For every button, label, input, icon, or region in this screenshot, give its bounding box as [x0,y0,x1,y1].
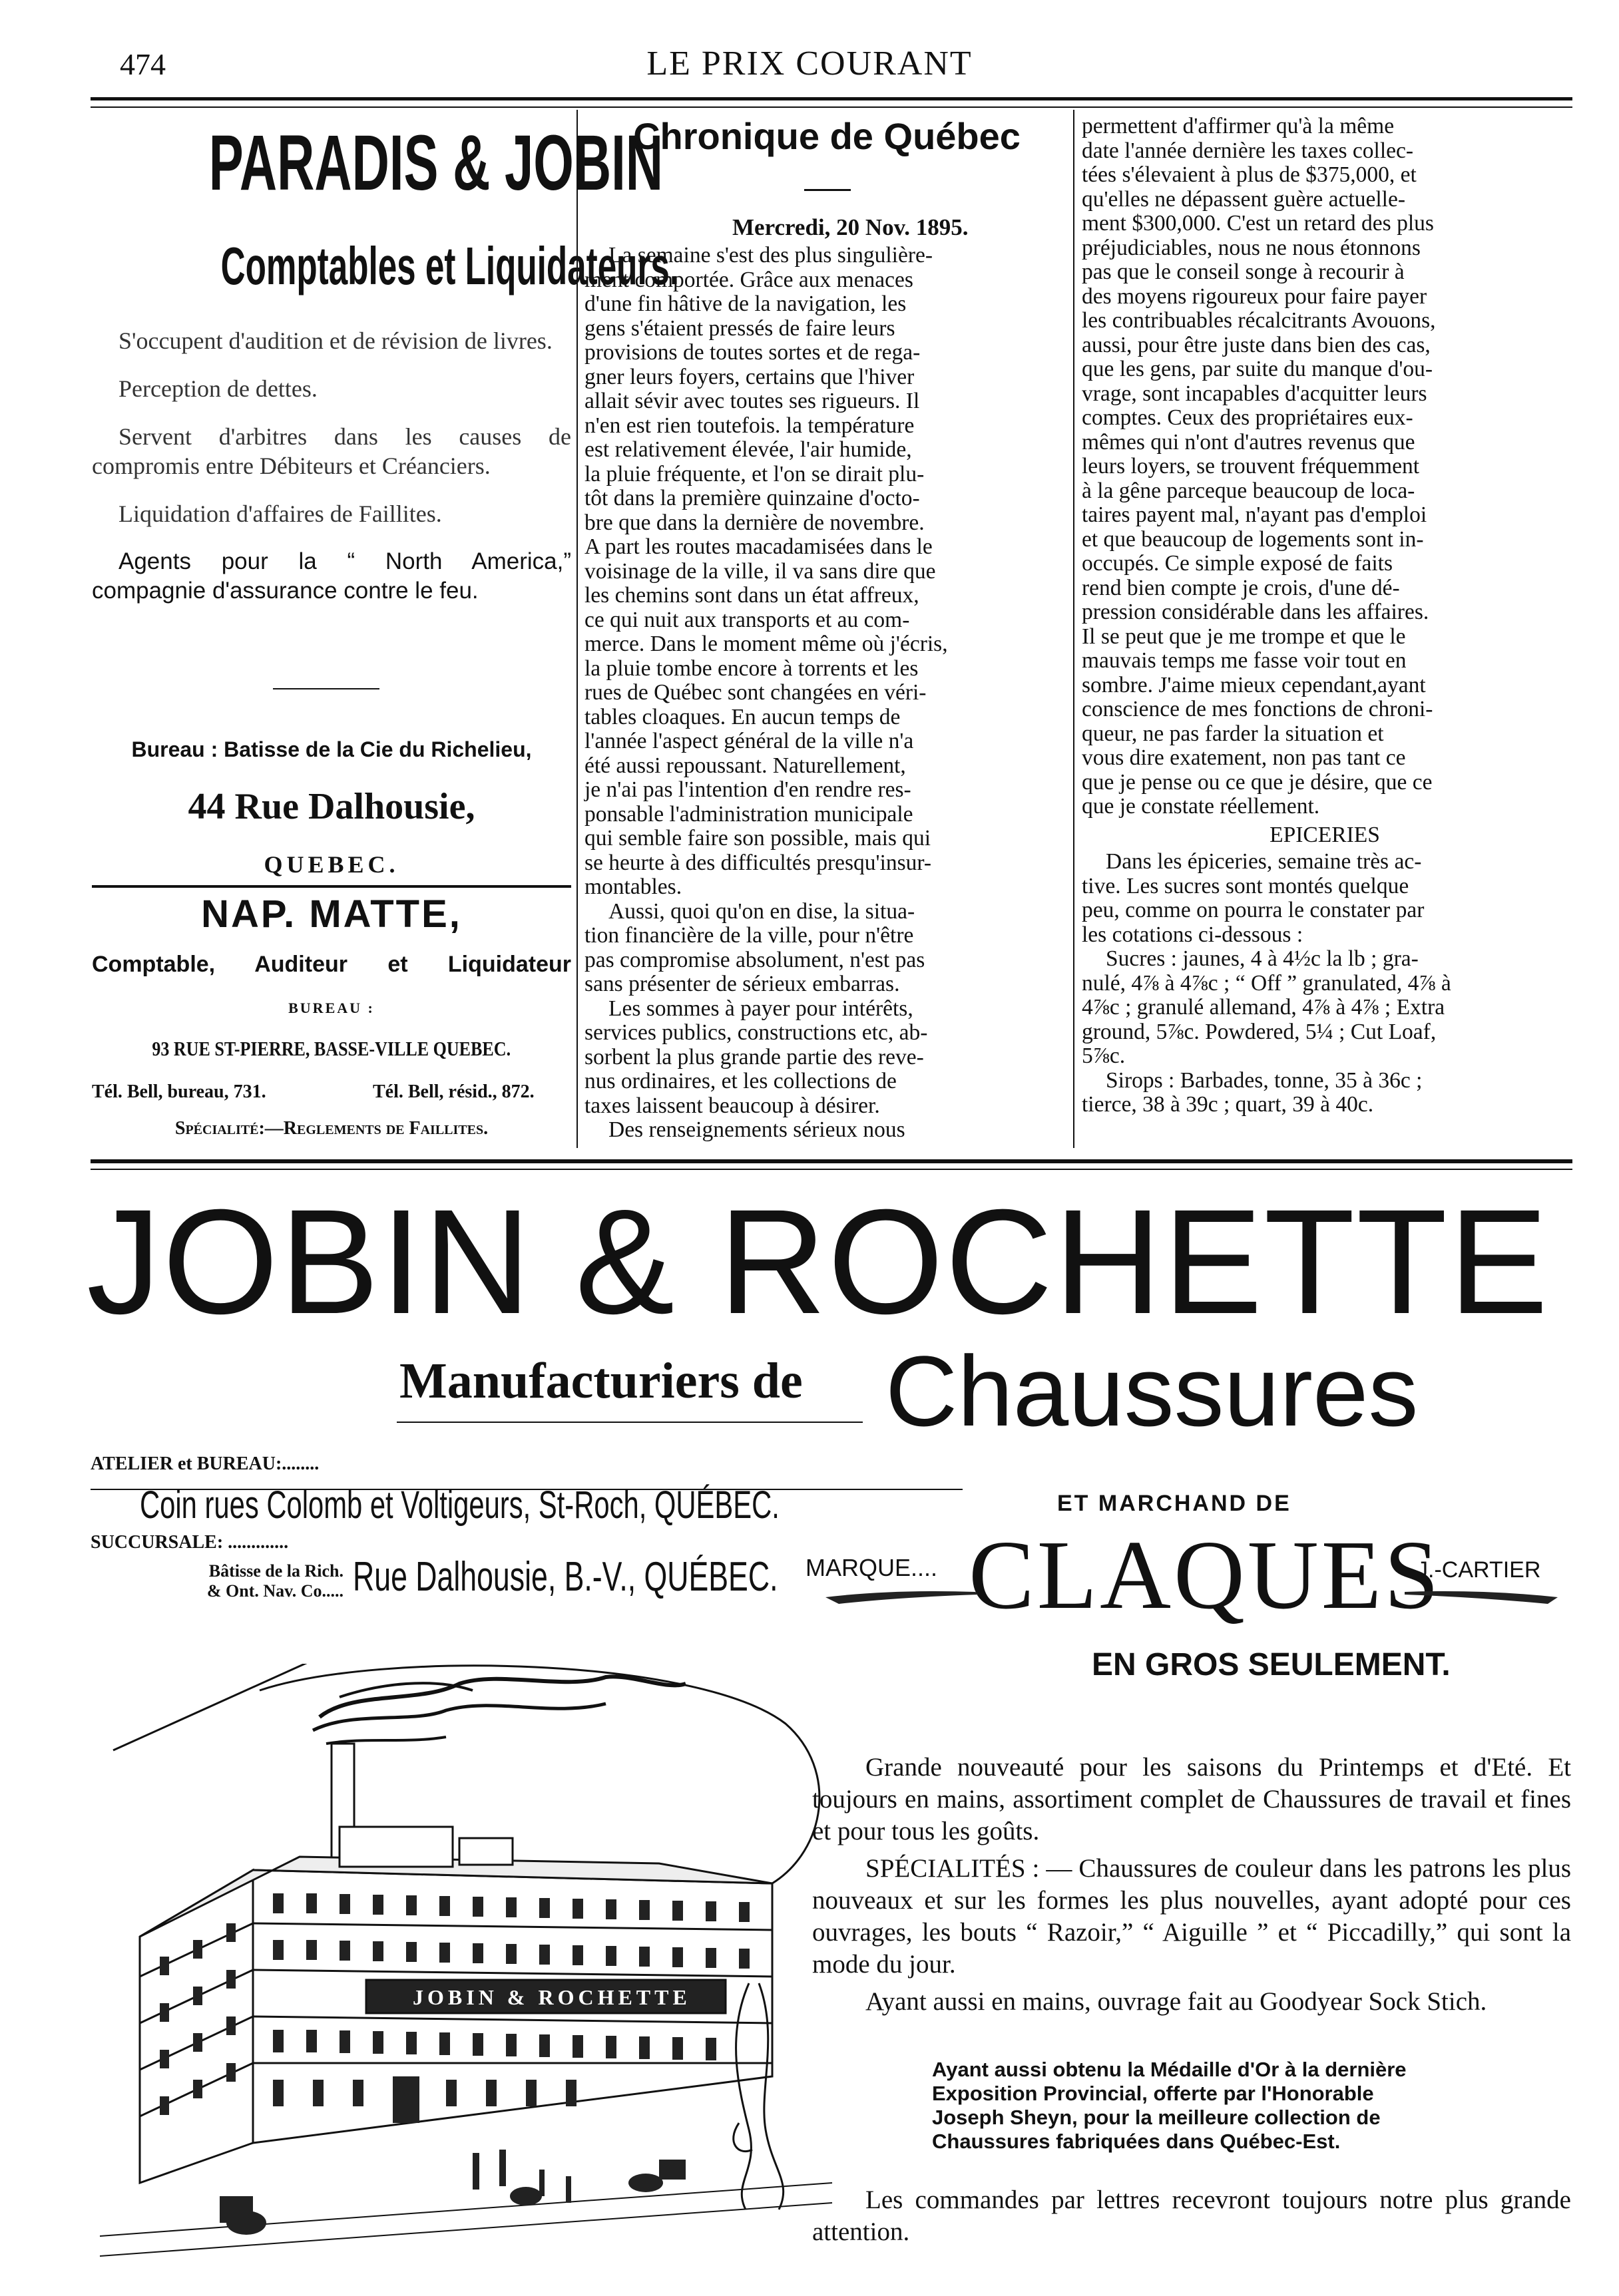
chronique-line: gner leurs foyers, certains que l'hiver [584,364,915,389]
chronique-line: pas que le conseil songe à recourir à [1082,260,1405,284]
matte-role: Comptable, Auditeur et Liquidateur [92,952,571,977]
succursale-note [133,1561,344,1601]
medal-line: Exposition Provincial, offerte par l'Honorable [932,2082,1374,2105]
paradis-jobin-name: PARADIS & JOBIN [208,119,663,207]
paradis-jobin-subtitle: Comptables et Liquidateurs. [220,236,680,295]
chronique-line: vrage, sont incapables d'acquitter leurs [1082,381,1427,406]
header-rule-thick [91,97,1572,100]
paradis-address: 44 Rue Dalhousie, [188,786,475,827]
chronique-line: services publics, constructions etc, ab- [584,1020,928,1045]
epiceries-title: EPICERIES [1270,822,1380,847]
chronique-line: la pluie tombe encore à torrents et les [584,656,919,681]
chronique-line: comptes. Ceux des propriétaires eux- [1082,405,1413,430]
chronique-line: allait sévir avec toutes ses rigueurs. Il [584,389,920,413]
chronique-line: tion financière de la ville, pour n'être [584,923,914,948]
matte-tel-office: Tél. Bell, bureau, 731. [92,1081,266,1102]
chronique-line: et que beaucoup de logements sont in- [1082,526,1424,552]
chronique-line: je n'ai pas l'intention d'en rendre res- [584,777,911,802]
matte-bureau-label: BUREAU : [288,1000,375,1016]
manufacturiers-label: Manufacturiers de [399,1353,803,1409]
chronique-line: bre que dans la dernière de novembre. [584,510,925,535]
chronique-line: les chemins sont dans un état affreux, [584,583,919,608]
chronique-line: Il se peut que je me trompe et que le [1082,624,1406,649]
service-liquidation: Liquidation d'affaires de Faillites. [118,500,442,527]
chronique-line: pression considérable dans les affaires. [1082,600,1429,624]
service-arbitres: Servent d'arbitres dans les causes de compromis entre Débiteurs et Créanciers. [92,423,571,479]
paradis-bureau: Bureau : Batisse de la Cie du Richelieu, [131,737,532,761]
chronique-line: tôt dans la première quinzaine d'octo- [584,486,920,510]
chronique-title: Chronique de Québec [633,115,1021,157]
chronique-line: La semaine s'est des plus singulière- [608,243,933,268]
chronique-line: été aussi repoussant. Naturellement, [584,753,906,778]
factory-illustration [100,1664,839,2276]
chronique-line: Aussi, quoi qu'on en dise, la situa- [608,898,915,924]
chaussures-label: Chaussures [885,1335,1419,1447]
chronique-line: nus ordinaires, et les collections de [584,1069,897,1093]
chronique-line: rend bien compte je crois, d'une dé- [1082,575,1400,600]
chronique-line: qu'elles ne dépassent guère actuelle- [1082,186,1405,212]
succursale-address: Rue Dalhousie, B.-V., QUÉBEC. [353,1554,778,1600]
atelier-label: ATELIER et BUREAU:........ [91,1453,320,1474]
closing-note [812,2184,1571,2253]
marchand-label: ET MARCHAND DE [1057,1491,1291,1516]
paradis-jobin-ad [92,119,663,207]
medal-line: Ayant aussi obtenu la Médaille d'Or à la dernière [932,2058,1407,2081]
chronique-line: est relativement élevée, l'air humide, [584,437,912,462]
chronique-line: que je pense ou ce que je désire, que ce [1082,769,1433,795]
chronique-line: préjudiciables, nous ne nous étonnons [1082,235,1421,260]
chronique-line: vous dire exatement, non pas tant ce [1082,745,1406,770]
chronique-line: conscience de mes fonctions de chroni- [1082,697,1433,721]
ad-description [812,1752,1571,2023]
chronique-line: taxes laissent beaucoup à désirer. [584,1093,880,1118]
newspaper-title: LE PRIX COURANT [646,45,973,83]
chronique-line: queur, ne pas farder la situation et [1082,721,1384,746]
manufacturiers-underline [397,1422,863,1423]
epiceries-line: 4⅞c ; granulé allemand, 4⅞ à 4⅞ ; Extra [1082,995,1445,1020]
succursale-note-line: Bâtisse de la Rich. [208,1561,344,1581]
chronique-continued [1082,114,1568,1117]
chronique-line: A part les routes macadamisées dans le [584,534,933,559]
chronique-line: occupés. Ce simple exposé de faits [1082,551,1393,576]
chronique-line: sorbent la plus grande partie des reve- [584,1044,924,1069]
epiceries-line: tierce, 38 à 39c ; quart, 39 à 40c. [1082,1092,1374,1117]
ad-paragraph-nouveaute: Grande nouveauté pour les saisons du Printemps et d'Eté. Et toujours en mains, assortiment complet de Chaussures de travail et fines et pour tous les goûts. [812,1753,1571,1845]
chronique-line: voisinage de la ville, il va sans dire que [584,558,936,584]
chronique-line: provisions de toutes sortes et de rega- [584,340,921,365]
chronique-line: ment $300,000. C'est un retard des plus [1082,211,1434,236]
matte-tel-home: Tél. Bell, résid., 872. [373,1081,535,1102]
chronique-line: sombre. J'aime mieux cependant,ayant [1082,672,1426,697]
service-agents: Agents pour la “ North America,” compagnie d'assurance contre le feu. [92,548,571,604]
en-gros-label: EN GROS SEULEMENT. [1092,1647,1451,1682]
chronique-line: qui semble faire son possible, mais qui [584,826,931,851]
service-audition: S'occupent d'audition et de révision de livres. [118,327,553,354]
ad-paragraph-specialites: SPÉCIALITÉS : — Chaussures de couleur dans les patrons les plus nouveaux et sur les formes les plus nouvelles, ayant adopté pour ces ouvrages, les bouts “ Razoir,” “ Aiguille ” et “ Piccadilly,” qui sont la mode du jour. [812,1854,1571,1979]
chronique-line: Les sommes à payer pour intérêts, [608,996,913,1021]
paradis-jobin-services [92,326,571,606]
chronique-line: gens s'étaient pressés de faire leurs [584,315,895,341]
chronique-line: rues de Québec sont changées en véri- [584,680,927,705]
paradis-short-rule [273,688,379,689]
chronique-line: date l'année dernière les taxes collec- [1082,138,1414,163]
epiceries-line: nulé, 4⅞ à 4⅞c ; “ Off ” granulated, 4⅞ à [1082,970,1451,996]
chronique-body [584,244,1069,1143]
epiceries-line: Sirops : Barbades, tonne, 35 à 36c ; [1106,1067,1423,1093]
chronique-line: se heurte à des difficultés presqu'insur- [584,850,932,875]
service-perception: Perception de dettes. [118,375,318,402]
medal-line: Chaussures fabriquées dans Québec-Est. [932,2130,1341,2153]
building-sign: JOBIN & ROCHETTE [413,1985,691,2009]
chronique-line: la pluie fréquente, et l'on se dirait plu- [584,461,925,486]
right-flourish [1398,1584,1564,1617]
jobin-rochette-title: JOBIN & ROCHETTE [87,1179,1550,1345]
header-rule-thin [91,106,1572,108]
claques-label: CLAQUES [969,1521,1442,1630]
left-flourish [819,1584,985,1617]
matte-top-rule [92,885,571,888]
epiceries-line: Sucres : jaunes, 4 à 4½c la lb ; gra- [1106,946,1419,971]
chronique-line: que je constate réellement. [1082,794,1320,819]
matte-name: NAP. MATTE, [201,892,462,936]
marque-label: MARQUE.... [806,1554,938,1581]
closing-text: Les commandes par lettres recevront toujours notre plus grande attention. [812,2186,1571,2246]
chronique-line: merce. Dans le moment même où j'écris, [584,632,948,656]
chronique-line: à la gêne parceque beaucoup de loca- [1082,478,1415,503]
succursale-note-line: & Ont. Nav. Co..... [206,1581,344,1601]
chronique-line: d'une fin hâtive de la navigation, les [584,291,907,316]
chronique-line: n'en est rien toutefois. la température [584,413,915,438]
chronique-line: ment comportée. Grâce aux menaces [584,267,913,292]
chronique-line: Des renseignements sérieux nous [608,1117,905,1142]
chronique-line: que les gens, par suite du manque d'ou- [1082,357,1433,381]
chronique-line: leurs loyers, se trouvent fréquemment [1082,454,1419,478]
chronique-line: ponsable l'administration municipale [584,801,913,827]
ad-paragraph-goodyear: Ayant aussi en mains, ouvrage fait au Goodyear Sock Stich. [865,1987,1487,2016]
chronique-line: permettent d'affirmer qu'à la même [1082,114,1395,138]
chronique-line: pas compromise absolument, n'est pas [584,947,925,972]
epiceries-line: ground, 5⅞c. Powdered, 5¼ ; Cut Loaf, [1082,1019,1437,1044]
matte-address: 93 RUE ST-PIERRE, BASSE-VILLE QUEBEC. [152,1037,511,1060]
epiceries-line: les cotations ci-dessous : [1082,922,1303,947]
chronique-line: aussi, pour être juste dans bien des cas, [1082,332,1431,357]
chronique-line: mêmes qui n'ont d'autres revenus que [1082,429,1415,455]
medal-notice [932,2058,1451,2154]
medal-line: Joseph Sheyn, pour la meilleure collection de [932,2106,1381,2129]
cartier-label: J.-CARTIER [1417,1557,1541,1583]
column-divider-2 [1073,110,1074,1148]
chronique-line: les contribuables récalcitrants Avouons, [1082,308,1436,333]
epiceries-line: 5⅞c. [1082,1044,1126,1068]
chronique-line: mauvais temps me fasse voir tout en [1082,648,1407,673]
chronique-line: montables. [584,874,682,899]
chronique-line: taires payent mal, n'ayant pas d'emploi [1082,502,1427,527]
chronique-line: l'année l'aspect général de la ville n'a [584,729,914,753]
chronique-line: tées s'élevaient à plus de $375,000, et [1082,162,1417,187]
chronique-line: sans présenter de sérieux embarras. [584,972,900,996]
ad-top-rule-thick [91,1159,1572,1163]
ad-top-rule-thin [91,1169,1572,1170]
chronique-short-rule [804,189,851,191]
chronique-line: des moyens rigoureux pour faire payer [1082,284,1427,309]
matte-speciality: Spécialité:—Reglements de Faillites. [174,1118,489,1139]
atelier-address: Coin rues Colomb et Voltigeurs, St-Roch, QUÉBEC. [140,1483,780,1527]
paradis-city: QUEBEC. [264,851,399,878]
epiceries-line: peu, comme on pourra le constater par [1082,898,1425,922]
chronique-date: Mercredi, 20 Nov. 1895. [732,214,969,240]
epiceries-line: tive. Les sucres sont montés quelque [1082,873,1409,898]
succursale-label: SUCCURSALE: ............. [91,1532,289,1553]
epiceries-line: Dans les épiceries, semaine très ac- [1106,849,1422,874]
page-number: 474 [120,47,166,81]
chronique-line: tables cloaques. En aucun temps de [584,704,901,729]
chronique-line: ce qui nuit aux transports et au com- [584,607,910,632]
